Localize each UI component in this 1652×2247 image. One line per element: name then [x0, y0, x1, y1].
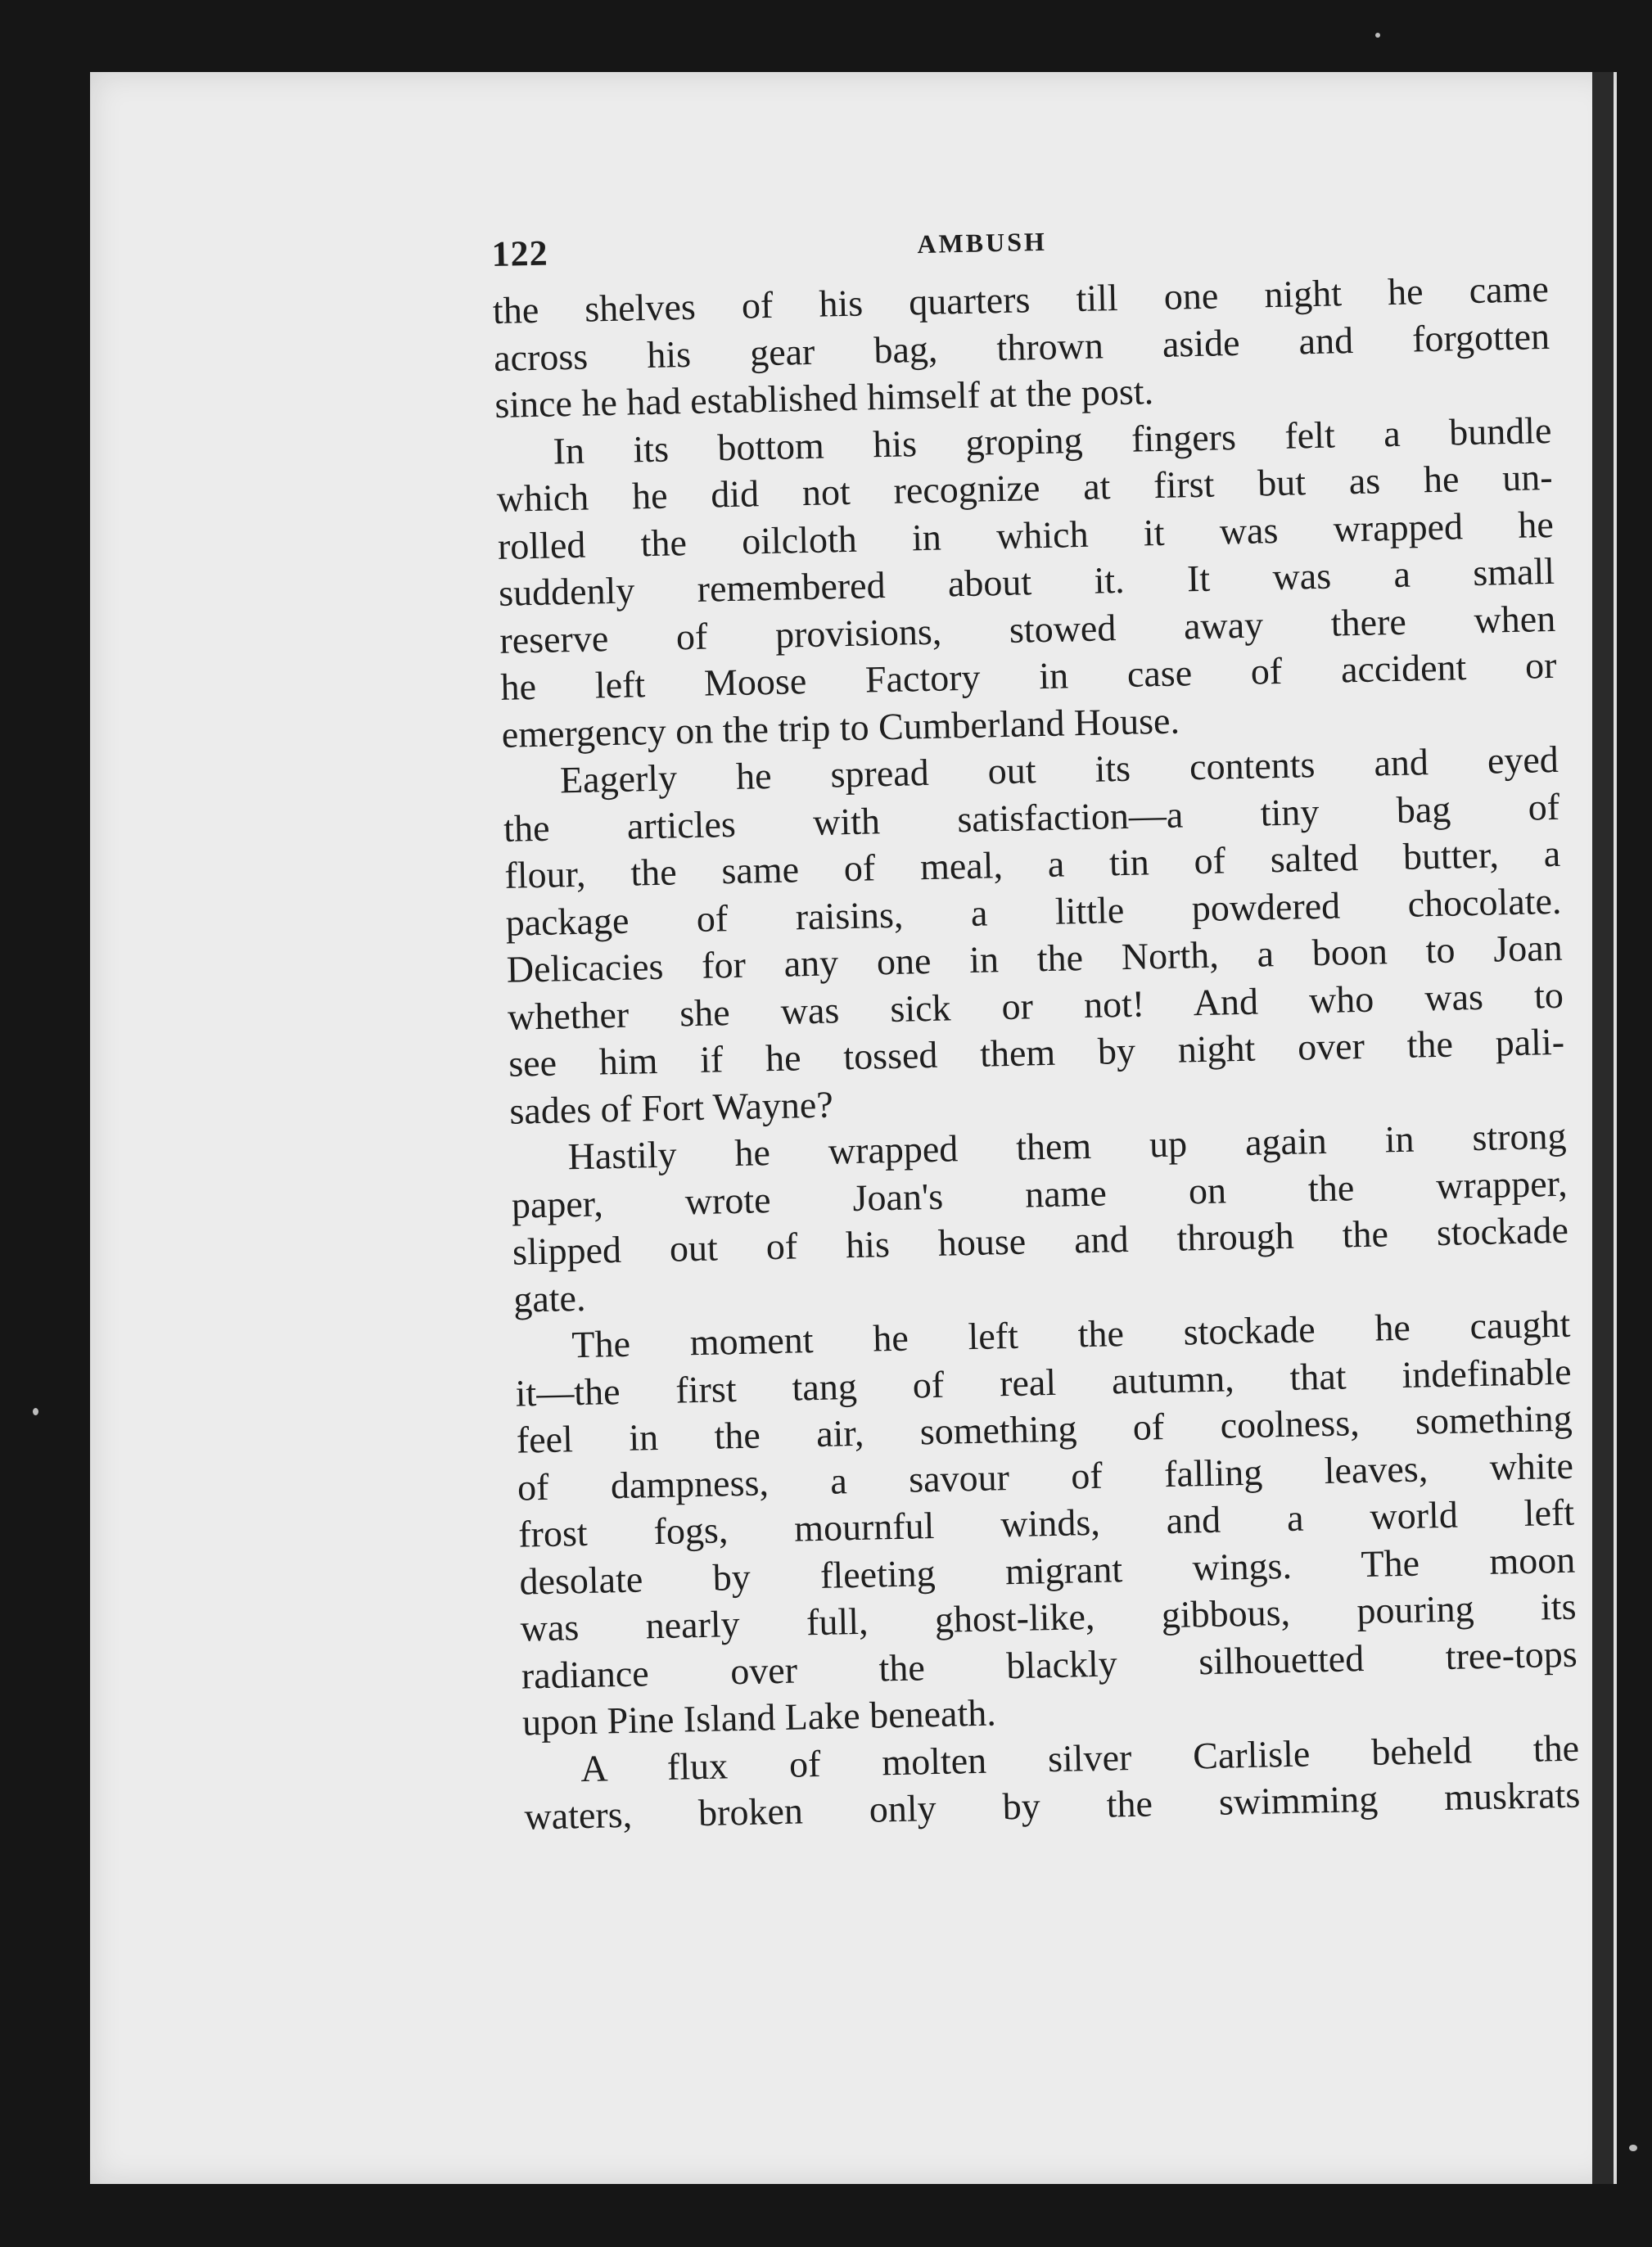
- text-line: emergency on the trip to Cumberland House.: [501, 699, 1180, 756]
- text-line: sades of Fort Wayne?: [508, 1082, 834, 1132]
- text-line: since he had established himself at the post.: [494, 370, 1154, 426]
- paragraph: [510, 1112, 1570, 1323]
- text-line: across his gear bag, thrown aside and forgotten: [493, 314, 1550, 379]
- text-line: Eagerly he spread out its contents and eyed: [559, 738, 1559, 801]
- text-line: whether she was sick or not! And who was to: [507, 973, 1564, 1038]
- paragraph: [495, 406, 1558, 757]
- text-line: Delicacies for any one in the North, a boon to Joan: [506, 926, 1564, 990]
- text-line: feel in the air, something of coolness, something: [516, 1396, 1573, 1461]
- text-line: the shelves of his quarters till one night he came: [492, 267, 1550, 332]
- text-line: Hastily he wrapped them up again in strong: [567, 1114, 1567, 1178]
- text-line: desolate by fleeting migrant wings. The moon: [518, 1538, 1576, 1603]
- text-line: suddenly remembered about it. It was a small: [498, 549, 1555, 614]
- text-line: which he did not recognize at first but as he un-: [496, 455, 1554, 520]
- page-content: [491, 211, 1581, 1840]
- page-edge-shadow: [1592, 72, 1614, 2184]
- text-line: waters, broken only by the swimming muskrats: [523, 1773, 1581, 1838]
- paragraph: [514, 1301, 1579, 1746]
- text-line: it—the first tang of real autumn, that indefinable: [515, 1350, 1572, 1415]
- text-line: rolled the oilcloth in which it was wrapped he: [497, 503, 1555, 567]
- paragraph: [492, 265, 1550, 428]
- text-line: slipped out of his house and through the stockade: [512, 1208, 1569, 1273]
- scan-speck: [1375, 33, 1380, 38]
- text-line: In its bottom his groping fingers felt a bundle: [553, 408, 1552, 472]
- text-line: reserve of provisions, stowed away there when: [499, 597, 1556, 661]
- text-line: flour, the same of meal, a tin of salted butter, a: [503, 832, 1561, 896]
- text-line: gate.: [512, 1276, 586, 1320]
- paragraph: [502, 736, 1565, 1135]
- text-line: frost fogs, mournful winds, and a world left: [517, 1491, 1575, 1555]
- text-line: A flux of molten silver Carlisle beheld the: [580, 1726, 1580, 1789]
- text-line: was nearly full, ghost-like, gibbous, pouring its: [520, 1585, 1577, 1649]
- running-title: AMBUSH: [917, 226, 1048, 259]
- text-line: of dampness, a savour of falling leaves, white: [517, 1444, 1574, 1509]
- text-line: upon Pine Island Lake beneath.: [521, 1691, 997, 1744]
- text-line: he left Moose Factory in case of accident or: [500, 643, 1557, 708]
- text-line: see him if he tossed them by night over the pali-: [508, 1020, 1565, 1085]
- text-line: radiance over the blackly silhouetted tree-tops: [521, 1632, 1578, 1697]
- scan-speck: [1629, 2145, 1637, 2151]
- scan-speck: [33, 1408, 38, 1415]
- text-line: the articles with satisfaction—a tiny bag of: [503, 785, 1560, 850]
- page-number: 122: [491, 232, 549, 274]
- text-line: package of raisins, a little powdered chocolate.: [505, 879, 1562, 944]
- text-line: The moment he left the stockade he caught: [571, 1302, 1571, 1366]
- text-line: paper, wrote Joan's name on the wrapper,: [511, 1162, 1568, 1226]
